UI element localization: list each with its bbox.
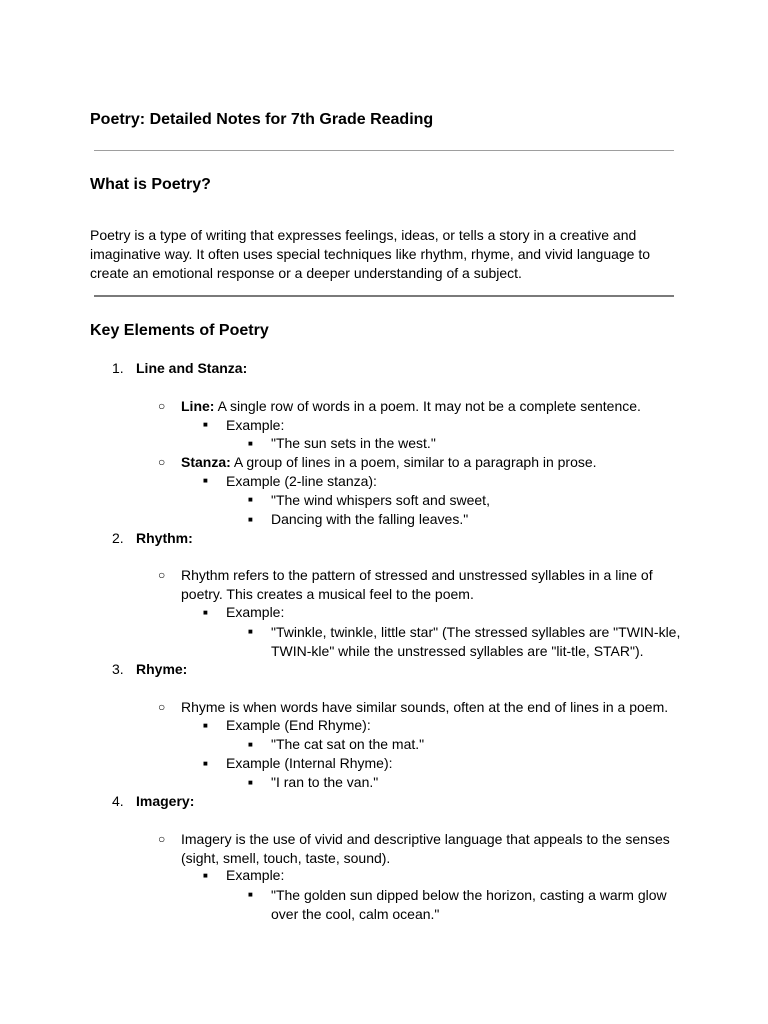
bullet-square-icon: ■ — [203, 721, 208, 730]
bullet-square-icon: ■ — [248, 495, 253, 504]
bullet-circle-icon: ○ — [158, 399, 166, 413]
example-label: Example (2-line stanza): — [226, 473, 377, 489]
example-text: "The golden sun dipped below the horizon, casting a warm glow over the cool, calm ocean." — [271, 887, 667, 922]
example-label: Example: — [226, 604, 285, 620]
line-definition: Line: A single row of words in a poem. It may not be a complete sentence. — [181, 398, 641, 414]
bullet-square-icon: ■ — [203, 759, 208, 768]
item-label-imagery: Imagery: — [136, 793, 195, 809]
key-heading: Key Elements of Poetry — [90, 322, 269, 339]
example-label: Example (Internal Rhyme): — [226, 755, 393, 771]
example-label: Example (End Rhyme): — [226, 717, 371, 733]
bullet-circle-icon: ○ — [158, 455, 166, 469]
item-number: 4. — [112, 793, 124, 809]
bullet-square-icon: ■ — [203, 608, 208, 617]
item-label-rhyme: Rhyme: — [136, 661, 188, 677]
example-text: Dancing with the falling leaves." — [271, 511, 469, 527]
bullet-circle-icon: ○ — [158, 832, 166, 846]
example-label: Example: — [226, 867, 285, 883]
bullet-square-icon: ■ — [203, 871, 208, 880]
bullet-square-icon: ■ — [203, 476, 208, 485]
bullet-circle-icon: ○ — [158, 700, 166, 714]
what-paragraph: Poetry is a type of writing that expresses feelings, ideas, or tells a story in a creative and imaginative way. It often uses special techniques like rhythm, rhyme, and vivid language to create an emotional response or a deeper understanding of a subject. — [90, 227, 651, 281]
item-label-line-stanza: Line and Stanza: — [136, 360, 248, 376]
rhyme-description: Rhyme is when words have similar sounds, often at the end of lines in a poem. — [181, 699, 669, 715]
what-heading: What is Poetry? — [90, 176, 211, 193]
bullet-square-icon: ■ — [248, 627, 253, 636]
bullet-circle-icon: ○ — [158, 568, 166, 582]
rhythm-description: Rhythm refers to the pattern of stressed and unstressed syllables in a line of poetry. This creates a musical feel to the poem. — [181, 567, 653, 602]
bullet-square-icon: ■ — [203, 420, 208, 429]
item-label-rhythm: Rhythm: — [136, 530, 193, 546]
bullet-square-icon: ■ — [248, 515, 253, 524]
example-text: "The sun sets in the west." — [271, 435, 436, 451]
item-number: 2. — [112, 530, 124, 546]
bullet-square-icon: ■ — [248, 439, 253, 448]
stanza-definition: Stanza: A group of lines in a poem, similar to a paragraph in prose. — [181, 454, 597, 470]
example-text: "The wind whispers soft and sweet, — [271, 492, 490, 508]
bullet-square-icon: ■ — [248, 778, 253, 787]
item-number: 3. — [112, 661, 124, 677]
example-text: "The cat sat on the mat." — [271, 736, 425, 752]
document-title: Poetry: Detailed Notes for 7th Grade Reading — [90, 111, 434, 128]
section-divider — [94, 295, 674, 297]
example-text: "Twinkle, twinkle, little star" (The stressed syllables are "TWIN-kle, TWIN-kle" while the unstressed syllables are "lit-tle, STAR"). — [271, 624, 681, 659]
item-number: 1. — [112, 360, 124, 376]
imagery-description: Imagery is the use of vivid and descriptive language that appeals to the senses (sight, smell, touch, taste, sound). — [181, 831, 670, 866]
title-divider — [94, 150, 674, 151]
bullet-square-icon: ■ — [248, 890, 253, 899]
example-label: Example: — [226, 417, 285, 433]
bullet-square-icon: ■ — [248, 740, 253, 749]
example-text: "I ran to the van." — [271, 774, 379, 790]
